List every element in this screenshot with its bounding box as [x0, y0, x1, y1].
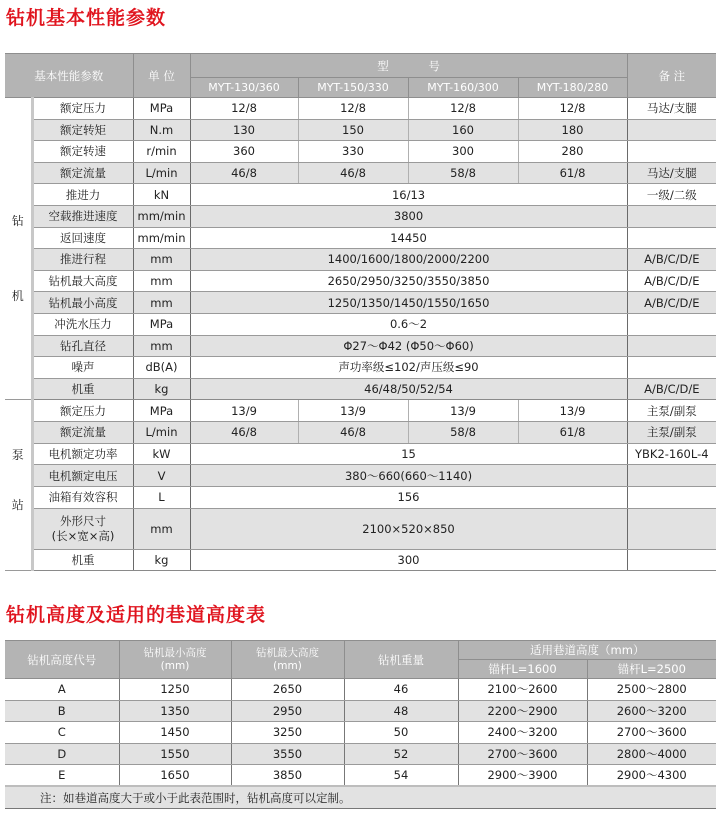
- param-name: 额定压力: [32, 400, 133, 422]
- header-bolt-2500: 锚杆L=2500: [587, 660, 716, 679]
- remark-cell: [627, 227, 716, 249]
- param-name: 额定流量: [32, 421, 133, 443]
- table-row: [5, 421, 716, 443]
- param-name: 冲洗水压力: [32, 313, 133, 335]
- bolt-2500-cell: 2900～4300: [587, 765, 716, 787]
- bolt-1600-cell: 2700～3600: [458, 743, 587, 765]
- param-unit: MPa: [133, 313, 190, 335]
- param-name: 噪声: [32, 357, 133, 379]
- header-max-height: 钻机最大高度 (mm): [231, 641, 344, 679]
- param-unit: mm: [133, 292, 190, 314]
- table-row: [5, 765, 716, 787]
- value-cell: 280: [518, 141, 627, 163]
- value-cell: 1250/1350/1450/1550/1650: [190, 292, 627, 314]
- param-name-line2: (长×宽×高): [51, 528, 115, 543]
- min-height-cell: 1550: [119, 743, 231, 765]
- weight-cell: 54: [344, 765, 458, 787]
- value-cell: 61/8: [518, 162, 627, 184]
- weight-cell: 48: [344, 700, 458, 722]
- param-unit: L: [133, 486, 190, 508]
- value-cell: 46/8: [298, 421, 408, 443]
- value-cell: 13/9: [298, 400, 408, 422]
- param-unit: dB(A): [133, 357, 190, 379]
- bolt-1600-cell: 2900～3900: [458, 765, 587, 787]
- table-row: [5, 378, 716, 400]
- value-cell: 330: [298, 141, 408, 163]
- max-height-cell: 2650: [231, 679, 344, 701]
- bolt-1600-cell: 2100～2600: [458, 679, 587, 701]
- param-name: 空载推进速度: [32, 205, 133, 227]
- table-row: [5, 679, 716, 701]
- param-name: 电机额定功率: [32, 443, 133, 465]
- table-row: [5, 249, 716, 271]
- value-cell: 61/8: [518, 421, 627, 443]
- table-row: [5, 98, 716, 120]
- remark-cell: 主泵/副泵: [627, 400, 716, 422]
- param-name: 机重: [32, 549, 133, 571]
- min-height-cell: 1250: [119, 679, 231, 701]
- value-cell: 150: [298, 119, 408, 141]
- header-bolt-1600: 锚杆L=1600: [458, 660, 587, 679]
- weight-cell: 46: [344, 679, 458, 701]
- max-height-cell: 3850: [231, 765, 344, 787]
- table-row: [5, 335, 716, 357]
- value-cell: 14450: [190, 227, 627, 249]
- param-name-line1: 外形尺寸: [60, 513, 106, 528]
- weight-cell: 52: [344, 743, 458, 765]
- param-name: 额定压力: [32, 98, 133, 120]
- remark-cell: [627, 313, 716, 335]
- bolt-1600-cell: 2200～2900: [458, 700, 587, 722]
- table-row: [5, 141, 716, 163]
- value-cell: 46/8: [190, 421, 298, 443]
- group-label-pump: 泵 站: [5, 400, 32, 571]
- code-cell: B: [5, 700, 119, 722]
- value-cell: 58/8: [408, 421, 518, 443]
- table-row: [5, 292, 716, 314]
- value-cell: 2650/2950/3250/3550/3850: [190, 270, 627, 292]
- table-row: [5, 119, 716, 141]
- value-cell: 0.6～2: [190, 313, 627, 335]
- table-note: 注：如巷道高度大于或小于此表范围时，钻机高度可以定制。: [5, 786, 716, 808]
- remark-cell: [627, 141, 716, 163]
- value-cell: 46/8: [190, 162, 298, 184]
- value-cell: 58/8: [408, 162, 518, 184]
- value-cell: 46/8: [298, 162, 408, 184]
- remark-cell: 一级/二级: [627, 184, 716, 206]
- table-note-row: [5, 786, 716, 808]
- height-table: [5, 640, 716, 809]
- bolt-1600-cell: 2400～3200: [458, 722, 587, 744]
- param-name: 额定流量: [32, 162, 133, 184]
- remark-cell: A/B/C/D/E: [627, 378, 716, 400]
- remark-cell: A/B/C/D/E: [627, 270, 716, 292]
- value-cell: 300: [408, 141, 518, 163]
- param-unit: kg: [133, 378, 190, 400]
- remark-cell: [627, 119, 716, 141]
- param-name: 钻孔直径: [32, 335, 133, 357]
- header-remark: 备 注: [627, 54, 716, 98]
- value-cell: 15: [190, 443, 627, 465]
- param-unit: L/min: [133, 162, 190, 184]
- header-unit: 单 位: [133, 54, 190, 98]
- table-row: [5, 270, 716, 292]
- header-model-4: MYT-180/280: [518, 78, 627, 98]
- value-cell: 300: [190, 549, 627, 571]
- min-height-cell: 1650: [119, 765, 231, 787]
- group-label-drill: 钻 机: [5, 98, 32, 400]
- header-model-3: MYT-160/300: [408, 78, 518, 98]
- param-unit: mm: [133, 270, 190, 292]
- max-height-cell: 3550: [231, 743, 344, 765]
- spec-table-title: 钻机基本性能参数: [6, 7, 167, 29]
- value-cell: 360: [190, 141, 298, 163]
- table-row: [5, 205, 716, 227]
- table-row: [5, 465, 716, 487]
- max-height-cell: 3250: [231, 722, 344, 744]
- param-unit: MPa: [133, 98, 190, 120]
- param-name: 钻机最小高度: [32, 292, 133, 314]
- remark-cell: [627, 508, 716, 549]
- param-unit: mm: [133, 508, 190, 549]
- height-table-title: 钻机高度及适用的巷道高度表: [6, 604, 267, 626]
- min-height-cell: 1450: [119, 722, 231, 744]
- table-row: [5, 162, 716, 184]
- table-row: [5, 184, 716, 206]
- table-row: [5, 400, 716, 422]
- param-unit: V: [133, 465, 190, 487]
- value-cell: 180: [518, 119, 627, 141]
- param-unit: mm: [133, 335, 190, 357]
- drill-spec-table: [5, 53, 716, 571]
- param-name: 机重: [32, 378, 133, 400]
- value-cell: 3800: [190, 205, 627, 227]
- header-model-group: 型 号: [190, 54, 627, 78]
- bolt-2500-cell: 2600～3200: [587, 700, 716, 722]
- table-row: [5, 508, 716, 549]
- bolt-2500-cell: 2700～3600: [587, 722, 716, 744]
- param-unit: mm/min: [133, 205, 190, 227]
- value-cell: 160: [408, 119, 518, 141]
- param-name: [32, 508, 133, 549]
- bolt-2500-cell: 2800～4000: [587, 743, 716, 765]
- param-name: 推进力: [32, 184, 133, 206]
- param-name: 推进行程: [32, 249, 133, 271]
- table-row: [5, 549, 716, 571]
- value-cell: 1400/1600/1800/2000/2200: [190, 249, 627, 271]
- code-cell: A: [5, 679, 119, 701]
- value-cell: 13/9: [518, 400, 627, 422]
- header-code: 钻机高度代号: [5, 641, 119, 679]
- param-unit: mm: [133, 249, 190, 271]
- value-cell: 声功率级≤102/声压级≤90: [190, 357, 627, 379]
- param-name: 返回速度: [32, 227, 133, 249]
- value-cell: 13/9: [408, 400, 518, 422]
- table-row: [5, 443, 716, 465]
- code-cell: E: [5, 765, 119, 787]
- weight-cell: 50: [344, 722, 458, 744]
- table-row: [5, 743, 716, 765]
- value-cell: 156: [190, 486, 627, 508]
- remark-cell: [627, 549, 716, 571]
- value-cell: Φ27～Φ42 (Φ50～Φ60): [190, 335, 627, 357]
- value-cell: 2100×520×850: [190, 508, 627, 549]
- remark-cell: [627, 335, 716, 357]
- bolt-2500-cell: 2500～2800: [587, 679, 716, 701]
- param-name: 电机额定电压: [32, 465, 133, 487]
- value-cell: 12/8: [190, 98, 298, 120]
- param-name: 额定转速: [32, 141, 133, 163]
- remark-cell: 主泵/副泵: [627, 421, 716, 443]
- param-unit: MPa: [133, 400, 190, 422]
- value-cell: 130: [190, 119, 298, 141]
- header-min-height: 钻机最小高度 (mm): [119, 641, 231, 679]
- value-cell: 380～660(660～1140): [190, 465, 627, 487]
- table-row: [5, 700, 716, 722]
- table-row: [5, 486, 716, 508]
- code-cell: C: [5, 722, 119, 744]
- remark-cell: 马达/支腿: [627, 162, 716, 184]
- param-unit: kg: [133, 549, 190, 571]
- remark-cell: YBK2-160L-4: [627, 443, 716, 465]
- value-cell: 46/48/50/52/54: [190, 378, 627, 400]
- remark-cell: [627, 465, 716, 487]
- min-height-cell: 1350: [119, 700, 231, 722]
- value-cell: 12/8: [408, 98, 518, 120]
- param-unit: mm/min: [133, 227, 190, 249]
- table-row: [5, 357, 716, 379]
- param-name: 钻机最大高度: [32, 270, 133, 292]
- header-model-2: MYT-150/330: [298, 78, 408, 98]
- value-cell: 12/8: [518, 98, 627, 120]
- header-weight: 钻机重量: [344, 641, 458, 679]
- remark-cell: A/B/C/D/E: [627, 249, 716, 271]
- remark-cell: 马达/支腿: [627, 98, 716, 120]
- remark-cell: [627, 205, 716, 227]
- table-row: [5, 313, 716, 335]
- param-unit: kW: [133, 443, 190, 465]
- max-height-cell: 2950: [231, 700, 344, 722]
- remark-cell: A/B/C/D/E: [627, 292, 716, 314]
- remark-cell: [627, 486, 716, 508]
- header-roadway-group: 适用巷道高度（mm）: [458, 641, 716, 660]
- param-unit: L/min: [133, 421, 190, 443]
- header-model-1: MYT-130/360: [190, 78, 298, 98]
- value-cell: 12/8: [298, 98, 408, 120]
- param-unit: kN: [133, 184, 190, 206]
- remark-cell: [627, 357, 716, 379]
- value-cell: 13/9: [190, 400, 298, 422]
- param-name: 额定转矩: [32, 119, 133, 141]
- param-name: 油箱有效容积: [32, 486, 133, 508]
- value-cell: 16/13: [190, 184, 627, 206]
- header-param: 基本性能参数: [5, 54, 133, 98]
- param-unit: N.m: [133, 119, 190, 141]
- param-unit: r/min: [133, 141, 190, 163]
- table-row: [5, 227, 716, 249]
- table-row: [5, 722, 716, 744]
- code-cell: D: [5, 743, 119, 765]
